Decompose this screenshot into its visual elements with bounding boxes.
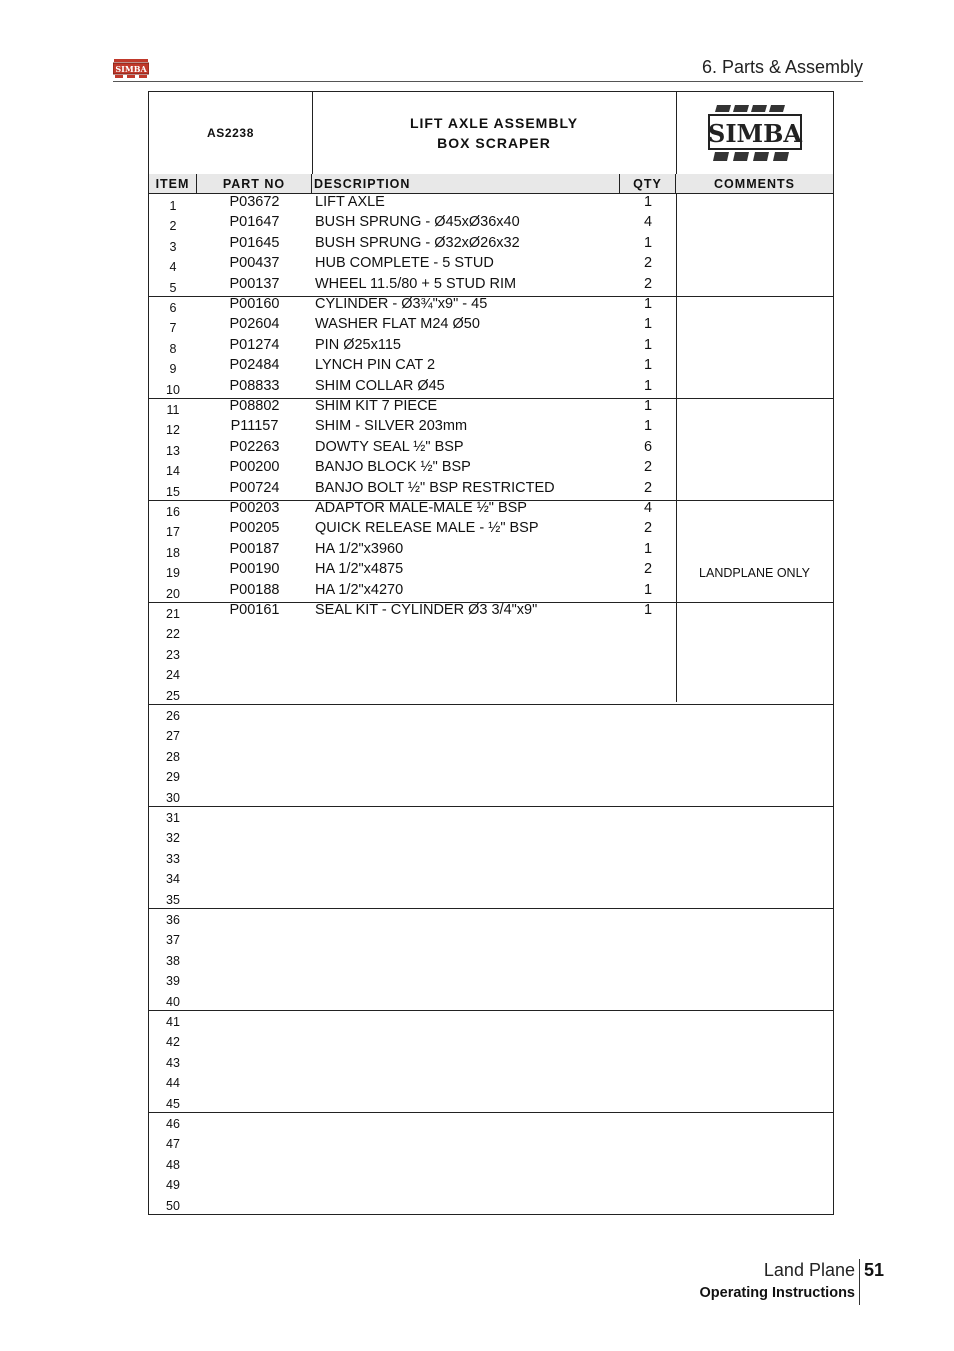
item-number: 26	[166, 709, 180, 723]
item-number: 19	[166, 566, 180, 581]
item-number: 27	[166, 729, 180, 744]
item-number: 49	[166, 1178, 180, 1193]
part-number: P00188	[229, 581, 280, 598]
item-number: 46	[166, 1117, 180, 1131]
part-description: WHEEL 11.5/80 + 5 STUD RIM	[315, 275, 517, 292]
item-number: 25	[166, 688, 180, 703]
part-description: WASHER FLAT M24 Ø50	[315, 316, 480, 333]
part-quantity: 4	[643, 500, 653, 516]
table-row	[149, 1194, 833, 1214]
item-number: 14	[166, 464, 180, 479]
table-row	[149, 480, 833, 500]
item-number: 22	[166, 627, 180, 642]
part-quantity: 1	[643, 540, 653, 557]
item-number: 38	[166, 953, 180, 968]
table-row	[149, 622, 833, 642]
column-header-item: ITEM	[149, 174, 197, 194]
item-number: 12	[166, 423, 180, 438]
item-number: 5	[169, 280, 177, 295]
item-number: 3	[169, 239, 177, 254]
part-description: PIN Ø25x115	[315, 336, 401, 353]
item-number: 35	[166, 892, 180, 907]
part-number: P00200	[229, 459, 280, 476]
part-quantity: 2	[643, 255, 653, 272]
simba-logo	[676, 92, 833, 174]
table-row	[149, 704, 833, 724]
simba-logo-text: SIMBA	[707, 119, 802, 148]
item-number: 15	[166, 484, 180, 499]
table-row	[149, 316, 833, 336]
table-row	[149, 602, 833, 622]
table-row	[149, 826, 833, 846]
table-row	[149, 582, 833, 602]
table-row	[149, 418, 833, 438]
item-number: 34	[166, 872, 180, 887]
table-row	[149, 1092, 833, 1112]
part-quantity: 1	[643, 234, 653, 251]
part-quantity: 1	[643, 194, 653, 210]
table-row	[149, 541, 833, 561]
part-quantity: 6	[643, 438, 653, 455]
part-quantity: 2	[643, 459, 653, 476]
table-row	[149, 745, 833, 765]
item-number: 7	[169, 321, 177, 336]
item-number: 29	[166, 770, 180, 785]
item-number: 18	[166, 545, 180, 560]
footer-subtitle: Operating Instructions	[699, 1285, 855, 1301]
part-number: P00203	[229, 500, 280, 516]
part-quantity: 2	[643, 275, 653, 292]
table-row	[149, 663, 833, 683]
item-number: 10	[166, 382, 180, 397]
part-description: SHIM COLLAR Ø45	[315, 377, 445, 394]
item-number: 8	[169, 341, 177, 356]
item-number: 39	[166, 974, 180, 989]
title-block	[149, 92, 833, 175]
item-number: 28	[166, 749, 180, 764]
item-number: 42	[166, 1035, 180, 1050]
part-quantity: 4	[643, 214, 653, 231]
part-number: P01647	[229, 214, 280, 231]
part-description: BANJO BOLT ½" BSP RESTRICTED	[315, 479, 555, 496]
table-row	[149, 439, 833, 459]
part-number: P00161	[229, 602, 280, 618]
table-row	[149, 296, 833, 316]
item-number: 43	[166, 1055, 180, 1070]
part-number: P01645	[229, 234, 280, 251]
part-quantity: 2	[643, 561, 653, 578]
table-row	[149, 928, 833, 948]
part-quantity: 1	[643, 581, 653, 598]
part-quantity: 1	[643, 418, 653, 435]
item-number: 32	[166, 831, 180, 846]
table-row	[149, 194, 833, 214]
table-row	[149, 1030, 833, 1050]
table-row	[149, 786, 833, 806]
part-quantity: 1	[643, 377, 653, 394]
table-row	[149, 214, 833, 234]
part-number: P00187	[229, 540, 280, 557]
part-number: P00137	[229, 275, 280, 292]
item-number: 48	[166, 1157, 180, 1172]
table-row	[149, 1173, 833, 1193]
footer-divider	[859, 1259, 860, 1305]
part-description: SHIM KIT 7 PIECE	[315, 398, 438, 414]
part-description: HA 1/2"x4875	[315, 561, 404, 578]
item-number: 47	[166, 1137, 180, 1152]
part-quantity: 1	[643, 357, 653, 374]
item-number: 16	[166, 505, 180, 519]
part-quantity: 1	[643, 398, 653, 414]
item-number: 40	[166, 994, 180, 1009]
column-header-qty: QTY	[620, 174, 676, 194]
item-number: 1	[169, 199, 177, 213]
table-row	[149, 969, 833, 989]
table-row	[149, 255, 833, 275]
section-title: 6. Parts & Assembly	[701, 57, 863, 77]
table-row	[149, 235, 833, 255]
part-comment: LANDPLANE ONLY	[699, 566, 810, 581]
table-row	[149, 949, 833, 969]
table-row	[149, 908, 833, 928]
table-row	[149, 500, 833, 520]
item-number: 11	[166, 403, 180, 417]
part-description: SEAL KIT - CYLINDER Ø3 3/4"x9"	[315, 602, 538, 618]
item-number: 13	[166, 443, 180, 458]
item-number: 17	[166, 525, 180, 540]
header-logo-text: SIMBA	[115, 64, 147, 74]
item-number: 45	[166, 1096, 180, 1111]
part-number: P00437	[229, 255, 280, 272]
part-description: QUICK RELEASE MALE - ½" BSP	[315, 520, 539, 537]
table-row	[149, 459, 833, 479]
part-description: SHIM - SILVER 203mm	[315, 418, 468, 435]
assembly-title	[312, 92, 677, 174]
item-number: 37	[166, 933, 180, 948]
table-row	[149, 1112, 833, 1132]
part-quantity: 1	[643, 296, 653, 312]
item-number: 23	[166, 647, 180, 662]
part-quantity: 1	[643, 316, 653, 333]
item-number: 21	[166, 607, 180, 621]
part-number: P02484	[229, 357, 280, 374]
table-row	[149, 1153, 833, 1173]
header-divider	[113, 81, 863, 82]
part-number: P02604	[229, 316, 280, 333]
part-description: CYLINDER - Ø3¾"x9" - 45	[315, 296, 488, 312]
table-row	[149, 1051, 833, 1071]
footer-product-name: Land Plane	[763, 1260, 855, 1280]
table-row	[149, 888, 833, 908]
item-number: 2	[169, 219, 177, 234]
part-description: HA 1/2"x4270	[315, 581, 404, 598]
item-number: 33	[166, 851, 180, 866]
part-description: BANJO BLOCK ½" BSP	[315, 459, 471, 476]
table-row	[149, 1132, 833, 1152]
item-number: 24	[166, 668, 180, 683]
table-row	[149, 398, 833, 418]
column-header-comments: COMMENTS	[676, 174, 833, 194]
part-number: P11157	[230, 418, 279, 435]
item-number: 50	[166, 1198, 180, 1213]
part-description: HA 1/2"x3960	[315, 540, 404, 557]
table-row	[149, 561, 833, 581]
part-description: HUB COMPLETE - 5 STUD	[315, 255, 494, 272]
part-number: P00724	[229, 479, 280, 496]
item-number: 20	[166, 586, 180, 601]
table-row	[149, 1010, 833, 1030]
part-number: P00160	[229, 296, 280, 312]
part-quantity: 2	[643, 520, 653, 537]
part-number: P00190	[229, 561, 280, 578]
assembly-title-line1: LIFT AXLE ASSEMBLY	[409, 115, 579, 131]
table-row	[149, 867, 833, 887]
table-row	[149, 643, 833, 663]
part-description: BUSH SPRUNG - Ø32xØ26x32	[315, 234, 520, 251]
part-description: ADAPTOR MALE-MALE ½" BSP	[315, 500, 527, 516]
part-number: P08833	[229, 377, 280, 394]
item-number: 31	[166, 811, 180, 825]
part-quantity: 2	[643, 479, 653, 496]
parts-sheet	[148, 91, 834, 1215]
assembly-title-line2: BOX SCRAPER	[437, 135, 551, 151]
table-row	[149, 990, 833, 1010]
part-number: P08802	[229, 398, 280, 414]
part-number: P03672	[229, 194, 280, 210]
item-number: 41	[166, 1015, 180, 1029]
part-quantity: 1	[643, 602, 653, 618]
part-description: LIFT AXLE	[315, 194, 385, 210]
table-row	[149, 847, 833, 867]
column-header-part-no: PART NO	[197, 174, 312, 194]
assembly-code: AS2238	[149, 92, 313, 174]
part-description: LYNCH PIN CAT 2	[315, 357, 436, 374]
part-number: P02263	[229, 438, 280, 455]
table-row	[149, 806, 833, 826]
column-header-description: DESCRIPTION	[312, 174, 620, 194]
table-row	[149, 378, 833, 398]
part-number: P00205	[229, 520, 280, 537]
item-number: 36	[166, 913, 180, 927]
part-description: BUSH SPRUNG - Ø45xØ36x40	[315, 214, 520, 231]
table-row	[149, 684, 833, 704]
page-number: 51	[864, 1260, 885, 1280]
table-row	[149, 724, 833, 744]
table-row	[149, 765, 833, 785]
item-number: 44	[166, 1076, 180, 1091]
part-quantity: 1	[643, 336, 653, 353]
header-logo	[113, 59, 149, 79]
table-row	[149, 1071, 833, 1091]
table-row	[149, 357, 833, 377]
item-number: 6	[169, 301, 177, 315]
table-row	[149, 520, 833, 540]
item-number: 30	[166, 790, 180, 805]
part-number: P01274	[229, 336, 280, 353]
part-description: DOWTY SEAL ½" BSP	[315, 438, 464, 455]
item-number: 4	[169, 260, 177, 275]
table-row	[149, 337, 833, 357]
item-number: 9	[169, 362, 177, 377]
table-row	[149, 276, 833, 296]
